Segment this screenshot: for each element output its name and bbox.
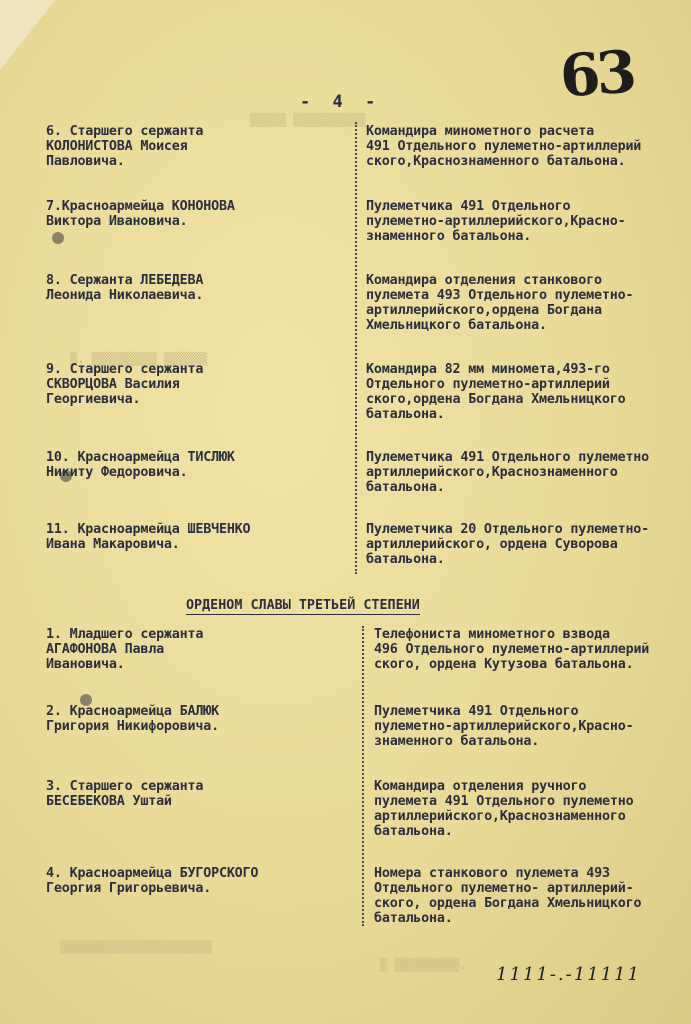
- glory-entry-4-name: 4. Красноармейца БУГОРСКОГО Георгия Григорьевича.: [46, 866, 259, 896]
- bleed-through-text: ▒ ▒▒▒▒▒▒▒▒▒.: [380, 958, 467, 972]
- column-divider: [355, 122, 357, 574]
- award-entry-8-name: 8. Сержанта ЛЕБЕДЕВА Леонида Николаевича.: [46, 273, 204, 303]
- handwritten-sheet-number: 63: [557, 37, 636, 111]
- award-entry-8-position: Командира отделения станкового пулемета 493 Отдельного пулеметно- артиллерийского,ордена Богдана Хмельницкого батальона.: [366, 273, 634, 333]
- glory-entry-2-position: Пулеметчика 491 Отдельного пулеметно-артиллерийского,Красно- знаменного батальона.: [374, 704, 634, 749]
- award-entry-9-position: Командира 82 мм миномета,493-го Отдельного пулеметно-артиллерий ского,ордена Богдана Хмельницкого батальона.: [366, 362, 626, 422]
- section-title-order-of-glory: ОРДЕНОМ СЛАВЫ ТРЕТЬЕЙ СТЕПЕНИ: [186, 598, 420, 613]
- award-entry-10-position: Пулеметчика 491 Отдельного пулеметно артиллерийского,Краснознаменного батальона.: [366, 450, 650, 495]
- glory-entry-1-position: Телефониста минометного взвода 496 Отдельного пулеметно-артиллерий ского, ордена Кутузова батальона.: [374, 627, 650, 672]
- award-entry-9-name: 9. Старшего сержанта СКВОРЦОВА Василия Георгиевича.: [46, 362, 204, 407]
- glory-entry-1-name: 1. Младшего сержанта АГАФОНОВА Павла Ивановича.: [46, 627, 204, 672]
- award-entry-6-position: Командира минометного расчета 491 Отдельного пулеметно-артиллерий ского,Краснознаменного батальона.: [366, 124, 642, 169]
- glory-entry-4-position: Номера станкового пулемета 493 Отдельного пулеметно- артиллерий- ского, ордена Богдана Хмельницкого батальона.: [374, 866, 642, 926]
- award-entry-10-name: 10. Красноармейца ТИСЛЮК Никиту Федоровича.: [46, 450, 235, 480]
- bleed-through-text: ▒▒▒▒▒▒▒▒▒▒▒▒▒▒▒▒▒▒▒▒▒: [60, 940, 212, 954]
- glory-entry-2-name: 2. Красноармейца БАЛЮК Григория Никифоровича.: [46, 704, 219, 734]
- award-entry-11-position: Пулеметчика 20 Отдельного пулеметно- артиллерийского, ордена Суворова батальона.: [366, 522, 650, 567]
- glory-entry-3-position: Командира отделения ручного пулемета 491 Отдельного пулеметно артиллерийского,Краснознаменного батальона.: [374, 779, 634, 839]
- ink-blot: [52, 232, 64, 244]
- signature-scribble: 1111-.-11111: [496, 964, 641, 985]
- award-entry-11-name: 11. Красноармейца ШЕВЧЕНКО Ивана Макаровича.: [46, 522, 251, 552]
- award-entry-6-name: 6. Старшего сержанта КОЛОНИСТОВА Моисея Павловича.: [46, 124, 204, 169]
- glory-entry-3-name: 3. Старшего сержанта БЕСЕБЕКОВА Уштай: [46, 779, 204, 809]
- bleed-through-text: ▒. ▒▒▒▒▒▒▒▒▒ ▒▒▒▒▒▒: [70, 352, 208, 366]
- page-number: - 4 -: [300, 92, 382, 112]
- folded-corner: [0, 0, 55, 70]
- column-divider: [362, 626, 364, 926]
- award-entry-7-position: Пулеметчика 491 Отдельного пулеметно-артиллерийского,Красно- знаменного батальона.: [366, 199, 626, 244]
- bleed-through-text: ▒▒▒▒▒ ▒▒▒▒▒▒▒▒▒▒: [250, 113, 366, 127]
- award-entry-7-name: 7.Красноармейца КОНОНОВА Виктора Ивановича.: [46, 199, 235, 229]
